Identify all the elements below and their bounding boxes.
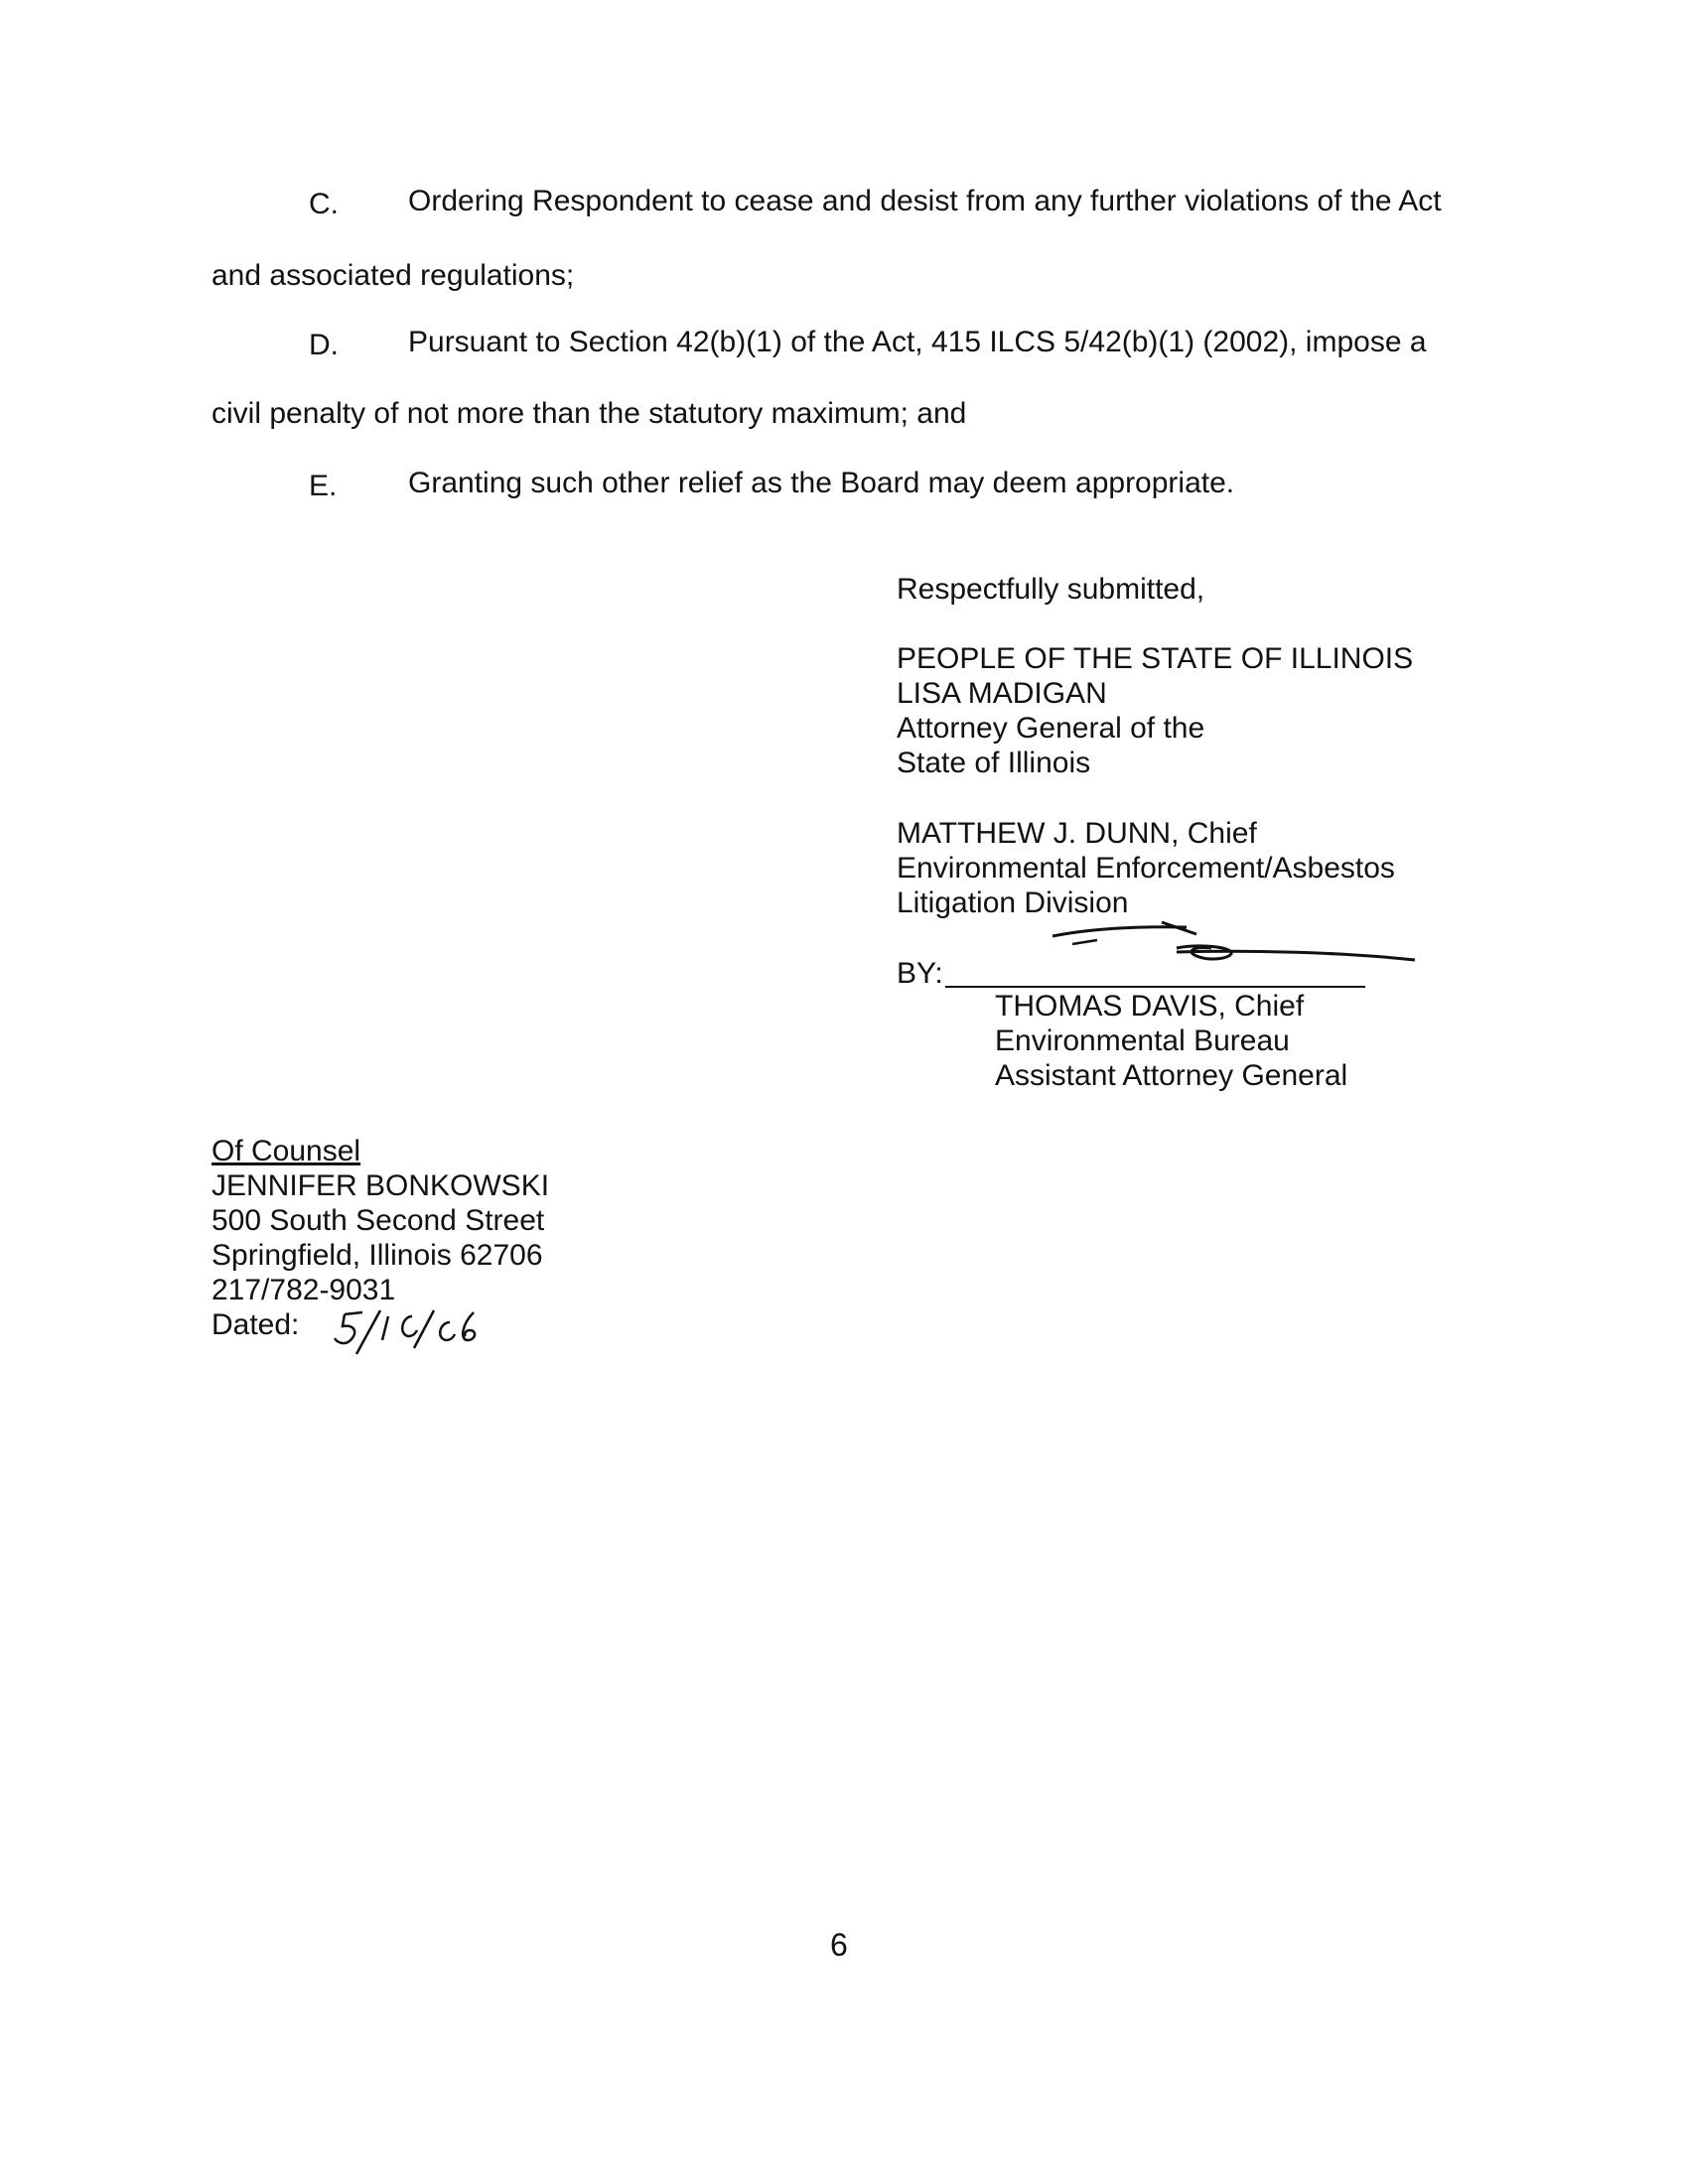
signature-line: [945, 986, 1365, 988]
relief-d-text: Pursuant to Section 42(b)(1) of the Act, 415 ILCS 5/42(b)(1) (2002), impose a: [408, 326, 1427, 358]
relief-c-text: Ordering Respondent to cease and desist from any further violations of the Act: [408, 185, 1442, 217]
counsel-line: JENNIFER BONKOWSKI: [211, 1169, 550, 1202]
handwritten-signature: [1023, 918, 1420, 978]
relief-e-label: E.: [309, 470, 338, 502]
counsel-line: 500 South Second Street: [211, 1204, 545, 1237]
relief-e-text: Granting such other relief as the Board may deem appropriate.: [408, 467, 1235, 499]
chief-line: MATTHEW J. DUNN, Chief: [897, 817, 1257, 850]
party-line: Attorney General of the: [897, 712, 1205, 745]
relief-c-label: C.: [309, 188, 339, 220]
relief-c-continuation: and associated regulations;: [211, 259, 575, 292]
party-line: State of Illinois: [897, 747, 1091, 779]
relief-d-continuation: civil penalty of not more than the statutory maximum; and: [211, 397, 967, 430]
signer-block: [995, 989, 1347, 1093]
chief-line: Litigation Division: [897, 887, 1129, 919]
handwritten-date: [323, 1302, 501, 1362]
counsel-line: 217/782-9031: [211, 1274, 396, 1306]
dated-label: Dated:: [211, 1308, 300, 1341]
signer-line: Environmental Bureau: [995, 1024, 1290, 1057]
chief-line: Environmental Enforcement/Asbestos: [897, 852, 1395, 885]
counsel-heading: Of Counsel: [211, 1135, 361, 1167]
party-line: PEOPLE OF THE STATE OF ILLINOIS: [897, 642, 1414, 675]
party-block: [897, 641, 1413, 780]
signer-line: THOMAS DAVIS, Chief: [995, 990, 1305, 1023]
counsel-line: Springfield, Illinois 62706: [211, 1239, 543, 1272]
relief-d-label: D.: [309, 329, 339, 361]
signer-line: Assistant Attorney General: [995, 1059, 1348, 1092]
chief-block: [897, 816, 1395, 920]
page-number: 6: [830, 1927, 848, 1963]
by-label: BY:: [897, 957, 943, 990]
party-line: LISA MADIGAN: [897, 677, 1107, 710]
closing: Respectfully submitted,: [897, 573, 1205, 606]
